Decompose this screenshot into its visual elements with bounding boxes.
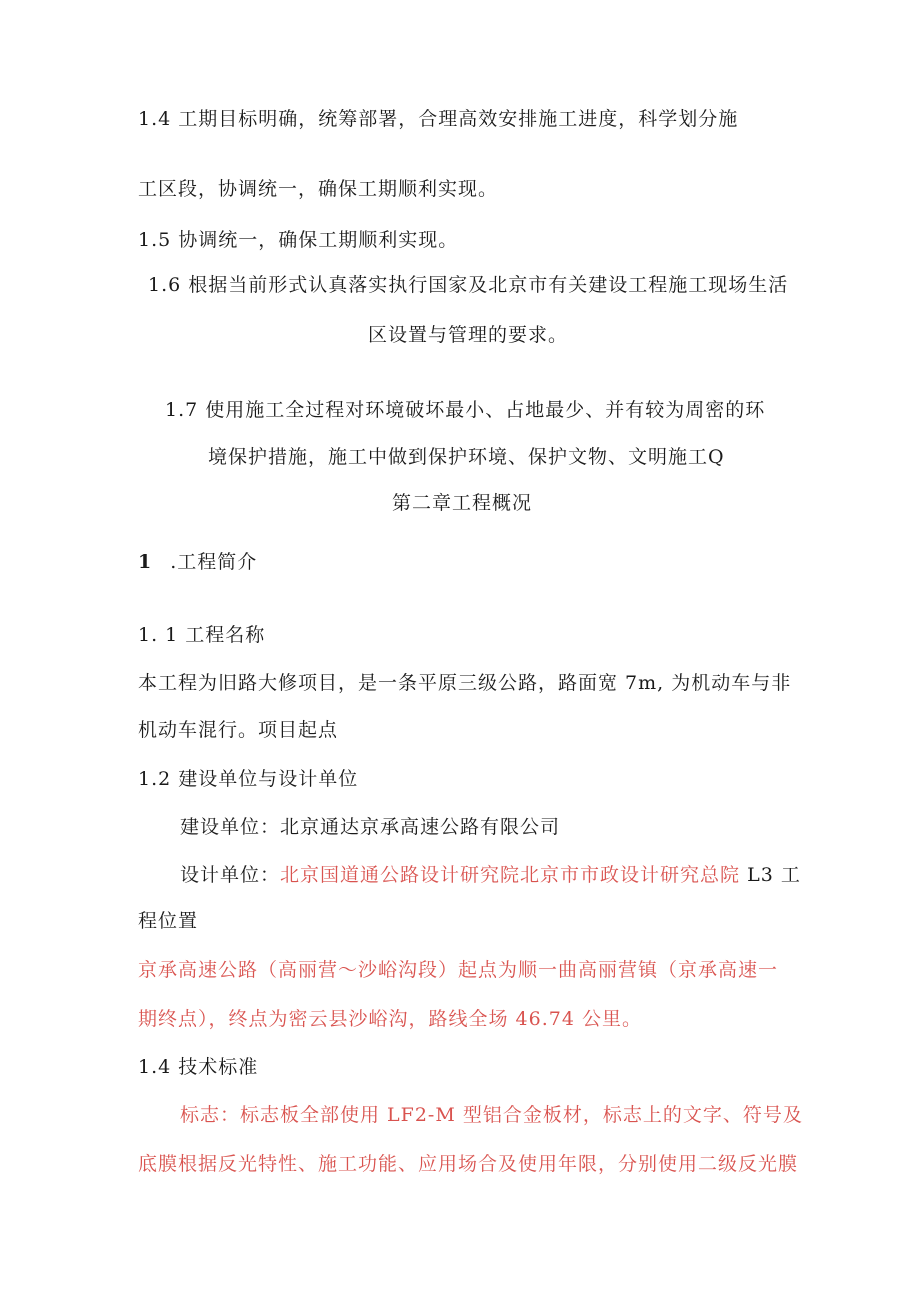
para-1-1-body-line2: 机动车混行。项目起点 — [138, 719, 339, 741]
para-1-1-title: 1. 1 工程名称 — [138, 624, 266, 646]
para-1-7-line2: 境保护措施，施工中做到保护环境、保护文物、文明施工Q — [208, 446, 725, 468]
para-1-1-body-line1: 本工程为旧路大修项目，是一条平原三级公路，路面宽 7m, 为机动车与非 — [138, 672, 792, 694]
para-1-4-line1: 1.4 工期目标明确，统筹部署，合理高效安排施工进度，科学划分施 — [138, 108, 739, 130]
designer-tail: L3 工 — [740, 864, 801, 886]
location-body-line2: 期终点），终点为密云县沙峪沟，路线全场 46.74 公里。 — [138, 1008, 642, 1030]
location-body-line1: 京承高速公路（高丽营～沙峪沟段）起点为顺一曲高丽营镇（京承高速一 — [138, 959, 779, 981]
designer-label: 设计单位： — [180, 864, 281, 886]
para-1-7-line1: 1.7 使用施工全过程对环境破坏最小、占地最少、并有较为周密的环 — [165, 399, 766, 421]
para-1-6-line2: 区设置与管理的要求。 — [368, 324, 569, 346]
chapter-title: 第二章工程概况 — [392, 492, 533, 514]
designer-line — [180, 862, 801, 888]
designer-names: 北京国道通公路设计研究院北京市市政设计研究总院 — [280, 864, 741, 886]
section-number: 1 — [138, 551, 153, 573]
section-heading-text: .工程简介 — [170, 551, 258, 573]
para-1-4-tech-title: 1.4 技术标准 — [138, 1056, 259, 1078]
tech-body-line2: 底膜根据反光特性、施工功能、应用场合及使用年限，分别使用二级反光膜 — [138, 1153, 799, 1175]
para-1-6-line1: 1.6 根据当前形式认真落实执行国家及北京市有关建设工程施工现场生活 — [148, 274, 789, 296]
para-1-5: 1.5 协调统一，确保工期顺利实现。 — [138, 229, 459, 251]
location-title: 程位置 — [138, 910, 199, 932]
tech-body-line1: 标志：标志板全部使用 LF2-M 型铝合金板材，标志上的文字、符号及 — [180, 1104, 803, 1126]
para-1-2-title: 1.2 建设单位与设计单位 — [138, 768, 359, 790]
builder-line: 建设单位：北京通达京承高速公路有限公司 — [180, 816, 561, 838]
para-1-4-line2: 工区段，协调统一，确保工期顺利实现。 — [138, 178, 499, 200]
section-heading — [138, 549, 257, 575]
